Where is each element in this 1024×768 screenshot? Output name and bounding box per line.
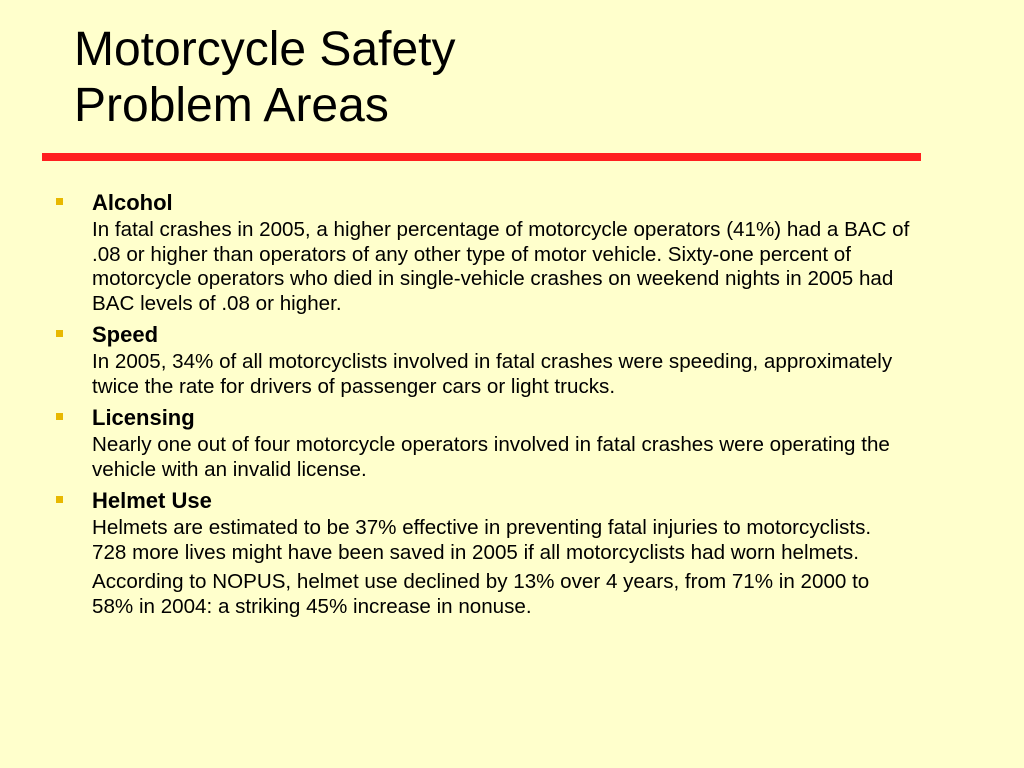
section-speed [50,321,910,399]
section-helmet-use [50,487,910,619]
section-heading: Alcohol [92,190,173,215]
section-heading-row [50,487,910,514]
section-heading: Helmet Use [92,488,212,513]
section-heading: Speed [92,322,159,347]
section-heading-row [50,189,910,216]
title-line-2: Problem Areas [74,79,389,132]
section-heading-row [50,321,910,348]
slide-title [74,22,455,134]
section-heading: Licensing [92,405,195,430]
title-line-1: Motorcycle Safety [74,23,456,76]
section-paragraph: Nearly one out of four motorcycle operators involved in fatal crashes were operating the vehicle with an invalid license. [92,433,890,481]
section-paragraph: In 2005, 34% of all motorcyclists involved in fatal crashes were speeding, approximately twice the rate for drivers of passenger cars or light trucks. [92,350,893,398]
square-bullet-icon [56,198,63,205]
section-alcohol [50,189,910,316]
square-bullet-icon [56,330,63,337]
square-bullet-icon [56,496,63,503]
section-paragraph: In fatal crashes in 2005, a higher percentage of motorcycle operators (41%) had a BAC of .08 or higher than operators of any other type of motor vehicle. Sixty-one percent of motorcycle operators who died in single-vehicle crashes on weekend nights in 2005 had BAC levels of .08 or higher. [92,218,910,315]
section-heading-row [50,404,910,431]
section-paragraph: Helmets are estimated to be 37% effective in preventing fatal injuries to motorcyclists. 728 more lives might have been saved in 2005 if all motorcyclists had worn helmets. [92,516,872,564]
bullet-list [50,189,910,624]
title-divider [42,153,921,161]
section-licensing [50,404,910,482]
square-bullet-icon [56,413,63,420]
section-paragraph: According to NOPUS, helmet use declined by 13% over 4 years, from 71% in 2000 to 58% in 2004: a striking 45% increase in nonuse. [92,570,870,618]
